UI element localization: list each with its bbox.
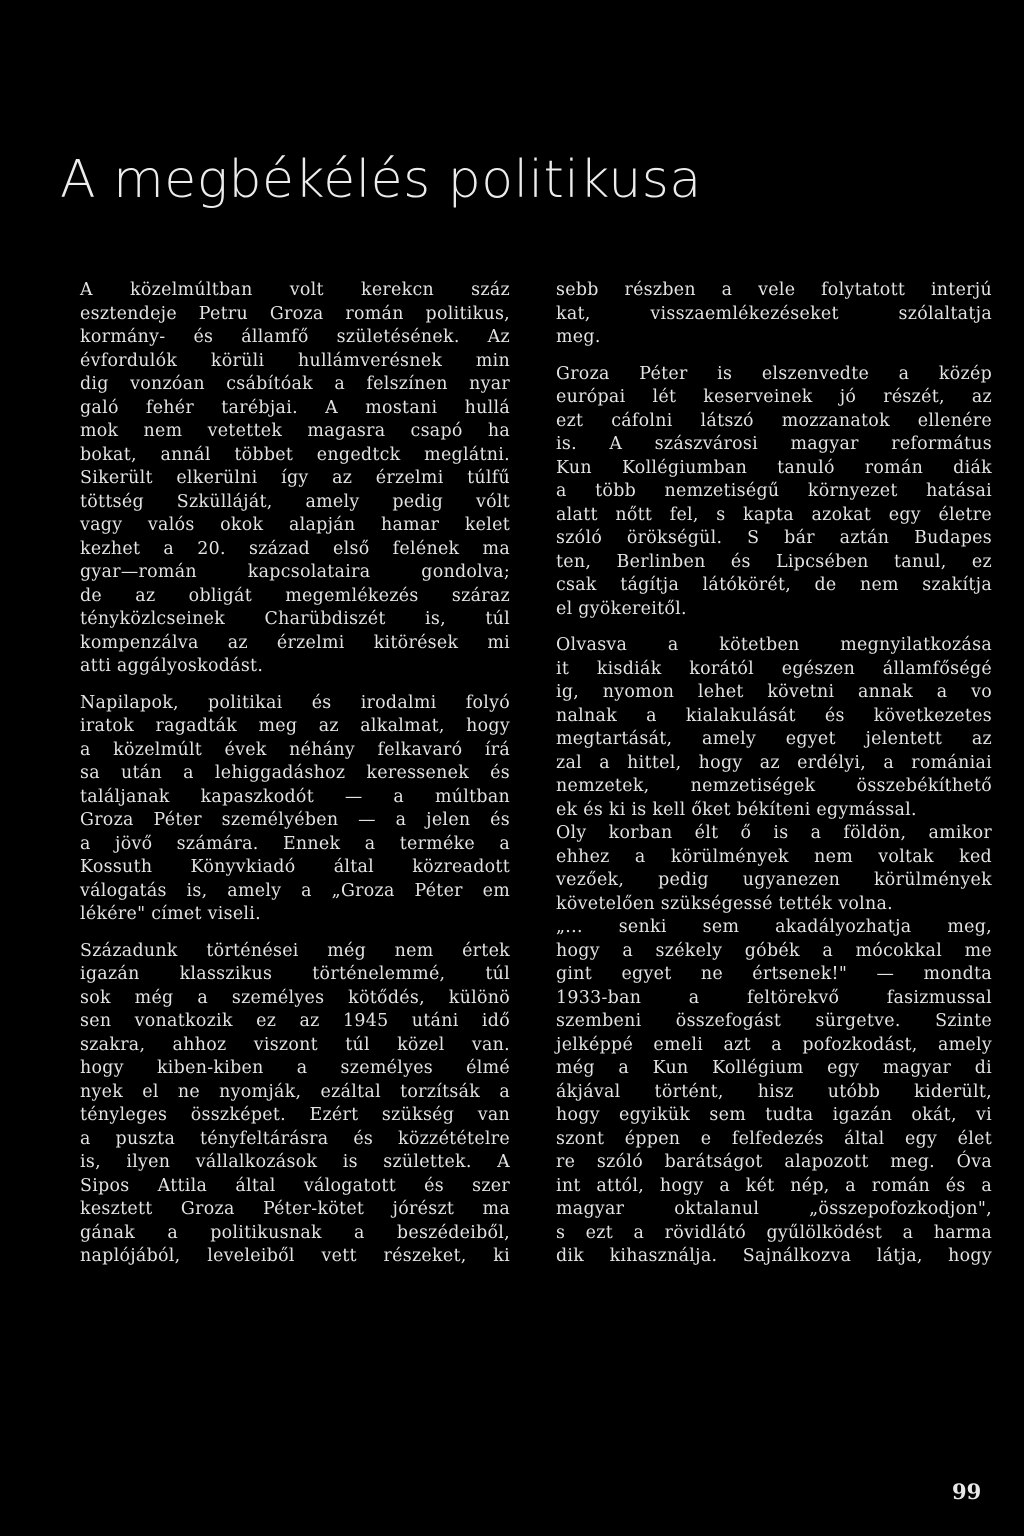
text-line: s ezt a rövidlátó gyűlölködést a harma — [556, 1222, 992, 1243]
text-line: vagy valós okok alapján hamar kelet — [80, 515, 510, 535]
text-line: sen vonatkozik ez az 1945 utáni idő — [80, 1011, 510, 1031]
text-line: gának a politikusnak a beszédeiből, — [80, 1222, 510, 1243]
text-line: igazán klasszikus történelemmé, túl — [80, 964, 510, 984]
text-line: ehhez a körülmények nem voltak ked — [556, 846, 992, 867]
text-line: sebb részben a vele folytatott interjú — [556, 280, 992, 300]
text-line: naplójából, leveleiből vett részeket, ki — [80, 1246, 510, 1266]
text-line: ek és ki is kell őket békíteni egymással. — [556, 799, 917, 820]
text-line: magyar oktalanul „összepofozkodjon", — [556, 1199, 992, 1219]
paragraph — [556, 634, 992, 1269]
text-line: Századunk történései még nem értek — [80, 940, 510, 961]
text-line: kat, visszaemlékezéseket szólaltatja — [556, 303, 992, 324]
paragraph — [80, 279, 510, 679]
text-line: tényleges összképet. Ezért szükség van — [80, 1105, 510, 1125]
text-line: ig, nyomon lehet követni annak a vo — [556, 682, 992, 702]
text-line: hogy kiben-kiben a személyes élmé — [80, 1058, 510, 1078]
text-line: el gyökereitől. — [556, 598, 687, 619]
text-line: gyar—román kapcsolataira gondolva; — [80, 562, 510, 582]
text-line: lékére" címet viseli. — [80, 904, 261, 924]
text-line: Sipos Attila által válogatott és szer — [80, 1175, 510, 1196]
text-line: ten, Berlinben és Lipcsében tanul, ez — [556, 551, 992, 572]
text-line: gint egyet ne értsenek!" — mondta — [556, 964, 992, 984]
text-line: megtartását, amely egyet jelentett az — [556, 729, 992, 749]
text-line: még a Kun Kollégium egy magyar di — [556, 1058, 992, 1078]
text-line: 1933-ban a feltörekvő fasizmussal — [556, 987, 992, 1008]
text-line: európai lét keserveinek jó részét, az — [556, 387, 992, 407]
text-line: Kun Kollégiumban tanuló román diák — [556, 457, 992, 478]
text-line: A közelmúltban volt kerekcn száz — [80, 280, 510, 300]
paragraph — [80, 692, 510, 927]
text-line: a puszta tényfeltárásra és közzétételre — [80, 1128, 510, 1149]
text-line: meg. — [556, 327, 601, 347]
text-line: Groza Péter is elszenvedte a közép — [556, 363, 992, 384]
text-line: válogatás is, amely a „Groza Péter em — [80, 880, 510, 901]
text-line: is, ilyen vállalkozások is születtek. A — [80, 1152, 510, 1172]
text-line: bokat, annál többet engedtck meglátni. — [80, 444, 510, 465]
text-line: int attól, hogy a két nép, a román és a — [556, 1175, 992, 1196]
text-line: nyek el ne nyomják, ezáltal torzítsák a — [80, 1081, 510, 1102]
text-line: töttség Szkülláját, amely pedig vólt — [80, 491, 510, 512]
text-line: szont éppen e felfedezés által egy élet — [556, 1128, 992, 1149]
text-line: dig vonzóan csábítóak a felszínen nyar — [80, 374, 510, 394]
text-line: szembeni összefogást sürgetve. Szinte — [556, 1011, 992, 1031]
text-line: évfordulók körüli hullámverésnek min — [80, 350, 510, 371]
text-line: kesztett Groza Péter-kötet jórészt ma — [80, 1199, 510, 1219]
paragraph — [556, 279, 992, 350]
text-line: galó fehér tarébjai. A mostani hullá — [80, 397, 510, 418]
text-line: sa után a lehiggadáshoz keressenek és — [80, 763, 510, 783]
text-line: it kisdiák korától egészen államfőségé — [556, 658, 992, 679]
text-line: de az obligát megemlékezés száraz — [80, 585, 510, 606]
text-line: zal a hittel, hogy az erdélyi, a romániai — [556, 752, 992, 773]
paragraph — [556, 363, 992, 622]
text-line: nemzetek, nemzetiségek összebékíthető — [556, 776, 992, 796]
text-line: a közelmúlt évek néhány felkavaró írá — [80, 739, 510, 760]
text-line: nalnak a kialakulását és következetes — [556, 705, 992, 726]
text-line: Oly korban élt ő is a földön, amikor — [556, 823, 992, 843]
text-line: Groza Péter személyében — a jelen és — [80, 810, 510, 830]
text-line: dik kihasználja. Sajnálkozva látja, hogy — [556, 1246, 992, 1266]
text-line: ákjával történt, hisz utóbb kiderült, — [556, 1081, 992, 1102]
text-line: is. A szászvárosi magyar református — [556, 434, 992, 454]
text-line: hogy a székely góbék a mócokkal me — [556, 940, 992, 961]
text-line: Sikerült elkerülni így az érzelmi túlfű — [80, 468, 510, 488]
text-line: Kossuth Könyvkiadó által közreadott — [80, 857, 510, 877]
text-line: ezt cáfolni látszó mozzanatok ellenére — [556, 410, 992, 431]
text-line: kormány- és államfő születésének. Az — [80, 327, 510, 347]
text-line: atti aggályoskodást. — [80, 656, 264, 676]
text-line: vezőek, pedig ugyanezen körülmények — [556, 870, 992, 890]
text-line: kompenzálva az érzelmi kitörések mi — [80, 632, 510, 653]
text-line: sok még a személyes kötődés, különö — [80, 987, 510, 1008]
text-line: alatt nőtt fel, s kapta azokat egy életre — [556, 504, 992, 525]
text-line: re szóló barátságot alapozott meg. Óva — [556, 1152, 992, 1172]
text-line: jelképpé emeli azt a pofozkodást, amely — [556, 1034, 992, 1055]
text-line: a több nemzetiségű környezet hatásai — [556, 481, 992, 501]
text-line: Olvasva a kötetben megnyilatkozása — [556, 635, 992, 655]
paragraph — [80, 940, 510, 1269]
article-title: A megbékélés politikusa — [60, 150, 702, 210]
text-line: mok nem vetettek magasra csapó ha — [80, 421, 510, 441]
text-line: tényközlcseinek Charübdiszét is, túl — [80, 609, 510, 629]
text-line: „... senki sem akadályozhatja meg, — [556, 917, 992, 937]
left-text-column — [80, 279, 510, 1269]
text-line: iratok ragadták meg az alkalmat, hogy — [80, 716, 510, 736]
text-line: kezhet a 20. század első felének ma — [80, 538, 510, 559]
text-line: esztendeje Petru Groza román politikus, — [80, 303, 510, 324]
text-line: szakra, ahhoz viszont túl közel van. — [80, 1034, 510, 1055]
text-line: találjanak kapaszkodót — a múltban — [80, 786, 510, 807]
page-number: 99 — [952, 1479, 982, 1504]
right-text-column — [556, 279, 992, 1269]
text-line: követelően szükségessé tették volna. — [556, 893, 893, 914]
text-line: a jövő számára. Ennek a terméke a — [80, 833, 510, 854]
text-line: csak tágítja látókörét, de nem szakítja — [556, 575, 992, 595]
text-line: hogy egyikük sem tudta igazán okát, vi — [556, 1105, 992, 1125]
text-line: szóló örökségül. S bár aztán Budapes — [556, 528, 992, 548]
text-line: Napilapok, politikai és irodalmi folyó — [80, 692, 510, 713]
